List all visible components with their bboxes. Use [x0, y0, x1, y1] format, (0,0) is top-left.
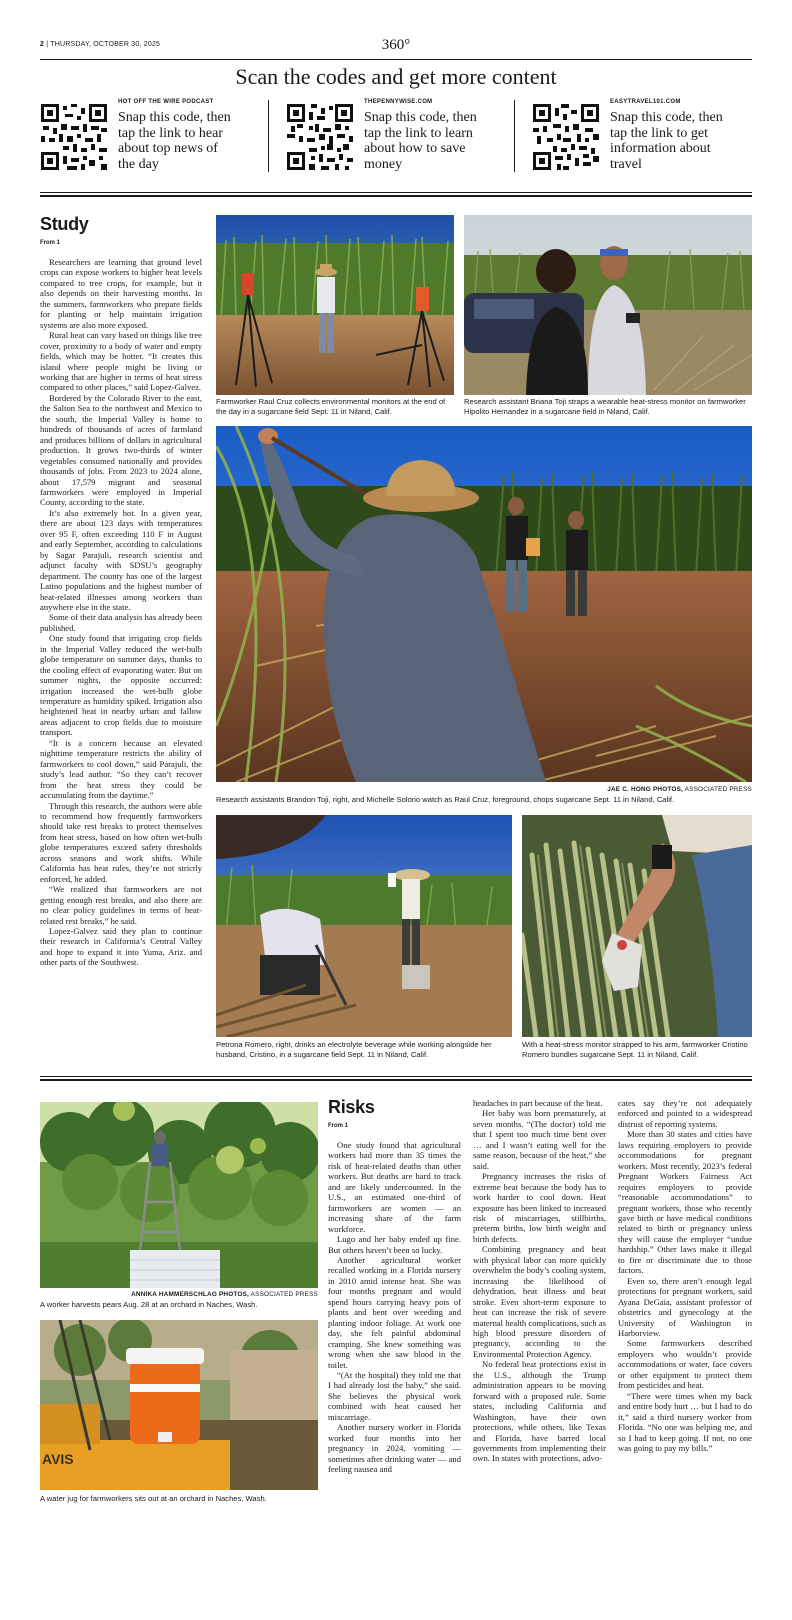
risks-paragraph: Some farmworkers described employers who wouldn’t provide accommodations or water, face covers or other equipment to protect them from pesticides and heat. [618, 1338, 752, 1391]
photo-water-jug [40, 1320, 318, 1490]
study-body [40, 257, 202, 968]
credit-photographer: JAE C. HONG PHOTOS, [607, 786, 684, 793]
photo-image [216, 215, 454, 395]
photo-image [464, 215, 752, 395]
qr-code-icon [533, 104, 599, 170]
section-rule [40, 1079, 752, 1081]
study-paragraph: “It is a concern because an elevated nighttime temperature restricts the ability of farmworkers to cool down,” said Parajuli, the study’s lead author. “So they can’t recover from the heat stress they could be accumulating from the daytime.” [40, 737, 202, 801]
risks-paragraph: Lugo and her baby ended up fine. But others haven’t been so lucky. [328, 1234, 461, 1255]
photo-electrolyte-drink [216, 815, 512, 1037]
caption-photo-1: Farmworker Raul Cruz collects environmental monitors at the end of the day in a sugarcane field Sept. 11 in Niland, Calif. [216, 397, 446, 416]
caption-photo-2: Research assistant Briana Toji straps a wearable heat-stress monitor on farmworker Hipolito Hernandez in a sugarcane field in Niland, Calif. [464, 397, 746, 416]
caption-photo-3: Research assistants Brandon Toji, right, and Michelle Solorio watch as Raul Cruz, foreground, chops sugarcane Sept. 11 in Niland, Calif. [216, 795, 675, 804]
study-paragraph: Researchers are learning that ground level crops can expose workers to higher heat levels compared to tree crops, for example, but it also depends on their harvesting months. In the summers, farmworkers who prepare fields for planting or help maintain irrigation systems are also more exposed. [40, 257, 202, 330]
promo-divider [514, 100, 515, 172]
promo-text-travel: Snap this code, then tap the link to get information about travel [610, 110, 723, 172]
page-date: THURSDAY, OCTOBER 30, 2025 [50, 41, 161, 48]
study-paragraph: Lopez-Galvez said they plan to continue their research in California’s Central Valley and hope to expand it into Yuma, Ariz. and other parts of the Southwest. [40, 926, 202, 968]
photo-image [216, 426, 752, 782]
promo-label-podcast: HOT OFF THE WIRE PODCAST [118, 99, 214, 105]
photo-credit-hong [216, 786, 752, 793]
credit-photographer: ANNIKA HAMMERSCHLAG PHOTOS, [131, 1291, 250, 1298]
section-rule [40, 1076, 752, 1077]
study-paragraph: Through this research, the authors were able to recommend how frequently farmworkers should take rest breaks to protect themselves from heat stress, based on how often wet-bulb globe temperatures exceed safety thresholds across seasons and work shifts. While California has heat rules, they’re not strictly enforced, he added. [40, 800, 202, 884]
risks-paragraph: One study found that agricultural workers had more than 35 times the risk of heat-related deaths than other workers. But deaths are hard to track and are likely undercounted. In the U.S., an estimated one-third of farmworkers are women — an increasing share of the farm workforce. [328, 1140, 461, 1234]
promo-label-travel: EASYTRAVEL101.COM [610, 99, 681, 105]
risks-paragraph: Combining pregnancy and heat with physical labor can more quickly overwhelm the body’s cooling system, increasing the likelihood of dehydration, heat illness and heat stroke. Even short-term exposure to heat can increase the risk of severe maternal health complications, such as high blood pressure disorders of pregnancy, according to the Environmental Protection Agency. [473, 1244, 606, 1359]
risks-paragraph: headaches in part because of the heat. [473, 1098, 603, 1108]
qr-code-icon [41, 104, 107, 170]
promo-headline: Scan the codes and get more content [235, 64, 557, 89]
study-paragraph: It’s also extremely hot. In a given year, there are about 123 days with temperatures over 95 F, often exceeding 110 F in August and early September, according to calculations by Sagar Parajuli, research scientist and adjunct faculty with SDSU’s geography department. The county has one of the largest Latino populations and the highest number of heat-related illnesses among workers than anywhere else in the state. [40, 507, 202, 612]
caption-pear-photo: A worker harvests pears Aug. 28 at an orchard in Naches, Wash. [40, 1300, 258, 1309]
photo-raul-cruz-monitors [216, 215, 454, 395]
risks-jump-from: From 1 [328, 1123, 349, 1129]
qr-code-icon [287, 104, 353, 170]
photo-image [40, 1320, 318, 1490]
study-paragraph: One study found that irrigating crop fields in the Imperial Valley reduced the wet-bulb globe temperature on summer days, thanks to the cooling effect of evaporating water. But on summer nights, the opposite occurred: irrigation increased the wet-bulb globe temperature as humidity spiked. Irrigation also heightened heat in nearby urban and fallow areas adjacent to crop fields due to moisture transport. [40, 633, 202, 738]
caption-photo-4: Petrona Romero, right, drinks an electrolyte beverage while working alongside her husband, Cristino, in a sugarcane field Sept. 11 in Niland, Calif. [216, 1040, 492, 1059]
photo-image [522, 815, 752, 1037]
photo-chopping-sugarcane [216, 426, 752, 782]
photo-image [40, 1102, 318, 1288]
credit-organization: ASSOCIATED PRESS [250, 1291, 318, 1298]
photo-image [216, 815, 512, 1037]
risks-paragraph: Another agricultural worker recalled working in a Florida nursery in 2010 amid intense heat. She was four months pregnant and would spend hours carrying heavy pots of plants and bent over weeding and planting indoor foliage. At work one day, she felt painful abdominal cramping. She knew something was wrong when she saw blood in the toilet. [328, 1254, 461, 1370]
risks-paragraph: Her baby was born prematurely, at seven months. “(The doctor) told me that I spent too much time bent over … and I wasn’t eating well for the same reason, because of the heat,” she said. [473, 1108, 606, 1171]
section-rule [40, 195, 752, 197]
section-rule [40, 192, 752, 193]
study-paragraph: Bordered by the Colorado River to the east, the Salton Sea to the northwest and Mexico to the south, the Imperial Valley is home to hundreds of thousands of acres of farmland and produces billions of dollars in agricultural production. It grows two-thirds of winter vegetables consumed nationally and provides thousands of jobs. From 2023 to 2024 alone, about 17,579 migrant and seasonal farmworkers were employed in Imperial County, according to the state. [40, 392, 202, 508]
study-paragraph: “We realized that farmworkers are not getting enough rest breaks, and also there are no clear policy guidelines in terms of heat-related rest breaks,” he said. [40, 884, 202, 926]
study-title: Study [40, 214, 89, 234]
risks-column-1 [328, 1140, 461, 1475]
risks-paragraph: No federal heat protections exist in the U.S., although the Trump administration appears to be moving forward with a proposed rule. Some states, including California and Washington, have their own protections, while others, like Texas and Florida, have barred local governments from implementing their own. In states with protections, advo- [473, 1359, 606, 1464]
header-rule [40, 59, 752, 60]
qr-code-pennywise[interactable] [287, 104, 353, 170]
qr-code-travel[interactable] [533, 104, 599, 170]
qr-code-podcast[interactable] [41, 104, 107, 170]
folio-separator: | [46, 41, 51, 48]
risks-paragraph: Even so, there aren’t enough legal protections for pregnant workers, said Ayana DeGaia, assistant professor of obstetrics and gynecology at the University of Washington in Harborview. [618, 1275, 752, 1338]
caption-photo-5: With a heat-stress monitor strapped to his arm, farmworker Cristino Romero bundles sugarcane Sept. 11 in Niland, Calif. [522, 1040, 748, 1059]
equipment-brand-text: AVIS [42, 1451, 74, 1467]
study-paragraph: Some of their data analysis has already been published. [40, 612, 202, 633]
risks-paragraph: cates say they’re not adequately enforced and pointed to a widespread distrust of reporting systems. [618, 1098, 752, 1129]
risks-column-2 [473, 1098, 606, 1464]
photo-bundling-sugarcane [522, 815, 752, 1037]
risks-paragraph: “(At the hospital) they told me that I had already lost the baby,” she said. She believes the physical work combined with heat caused her miscarriage. [328, 1369, 461, 1422]
photo-heat-monitor-strap [464, 215, 752, 395]
credit-organization: ASSOCIATED PRESS [684, 786, 752, 793]
risks-paragraph: “There were times when my back and entire body hurt … but I had to do it,” said a third nursery worker from Florida. “No one was helping me, and so I had to keep going. If not, no one was going to pay my bills.” [618, 1390, 752, 1453]
study-jump-from: From 1 [40, 240, 61, 246]
study-paragraph: Rural heat can vary based on things like tree cover, proximity to a body of water and empty fields, which may be hotter. “It creates this island where people might be living or working that are higher in terms of heat stress compared to other places,” said Lopez-Galvez. [40, 330, 202, 393]
caption-water-jug-photo: A water jug for farmworkers sits out at an orchard in Naches, Wash. [40, 1494, 267, 1503]
page-number: 2 [40, 41, 45, 48]
risks-paragraph: Another nursery worker in Florida worked four months into her pregnancy in 2024, vomiting — sometimes after drinking water — and feeling nausea and [328, 1422, 461, 1475]
risks-paragraph: Pregnancy increases the risks of extreme heat because the body has to work harder to cool down. Heat exposure has been linked to increased risk of miscarriages, stillbirths, preterm births, low birth weight and birth defects. [473, 1171, 606, 1244]
promo-label-pennywise: THEPENNYWISE.COM [364, 99, 433, 105]
risks-title: Risks [328, 1097, 375, 1117]
promo-text-podcast: Snap this code, then tap the link to hear about top news of the day [118, 110, 231, 172]
photo-pear-harvest [40, 1102, 318, 1288]
section-name: 360° [381, 37, 411, 53]
photo-credit-hammerschlag [40, 1291, 318, 1298]
promo-text-pennywise: Snap this code, then tap the link to learn about how to save money [364, 110, 477, 172]
promo-divider [268, 100, 269, 172]
risks-paragraph: More than 30 states and cities have laws requiring employers to provide accommodations for pregnant workers. Most recently, 2023’s federal Pregnant Workers Fairness Act requires employers to provide “reasonable accommodations” to pregnant workers, those who recently gave birth or have medical conditions related to birth or pregnancy unless they will cause the employer “undue hardship.” Other laws make it illegal to fire or discriminate due to those factors. [618, 1129, 752, 1276]
risks-column-3 [618, 1098, 752, 1453]
